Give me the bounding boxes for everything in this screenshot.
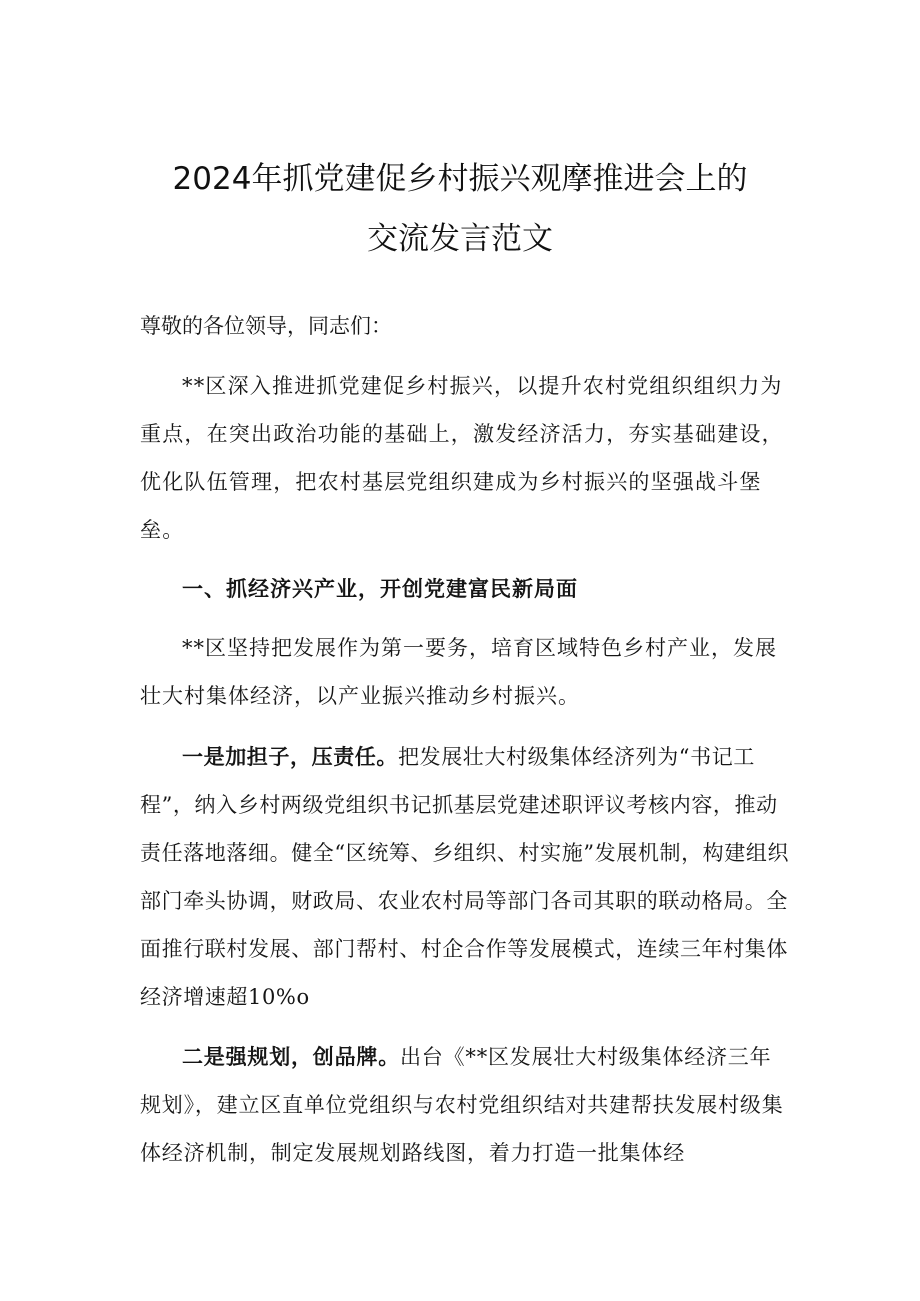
item-2-text: 出台《**区发展壮大村级集体经济三年规划》，建立区直单位党组织与农村党组织结对共建帮扶发展村级集体经济机制，制定发展规划路线图，着力打造一批集体经 [140,1045,784,1165]
intro-paragraph: **区深入推进抓党建促乡村振兴，以提升农村党组织组织力为重点，在突出政治功能的基础上，激发经济活力，夯实基础建设，优化队伍管理，把农村基层党组织建成为乡村振兴的坚强战斗堡垒。 [140,374,784,542]
salutation: 尊敬的各位领导，同志们： [140,314,392,338]
item-1-text: 把发展壮大村级集体经济列为“书记工程”，纳入乡村两级党组织书记抓基层党建述职评议考核内容，推动责任落地落细。健全“区统筹、乡组织、村实施”发展机制，构建组织部门牵头协调，财政局、农业农村局等部门各司其职的联动格局。全面推行联村发展、部门帮村、村企合作等发展模式，连续三年村集体经济增速超10%o [140,745,790,1009]
section-1-heading: 一、抓经济兴产业，开创党建富民新局面 [182,576,578,601]
item-1-lead: 一是加担子，压责任。 [182,744,398,769]
section-1-intro-paragraph: **区坚持把发展作为第一要务，培育区域特色乡村产业，发展壮大村集体经济，以产业振兴推动乡村振兴。 [140,636,777,708]
item-2-lead: 二是强规划，创品牌。 [182,1044,400,1069]
document-title-line-2: 交流发言范文 [367,221,553,257]
item-2-paragraph [140,1033,790,1177]
document-title-line-1: 2024年抓党建促乡村振兴观摩推进会上的 [172,161,748,197]
item-1-paragraph [140,733,790,1021]
